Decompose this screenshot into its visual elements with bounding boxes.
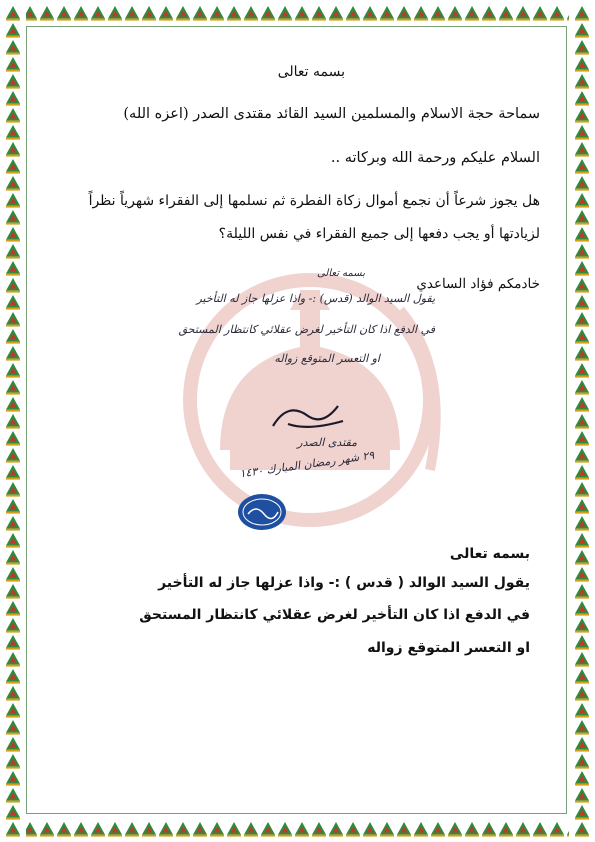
border-ornament [6,482,20,497]
transcription-line2: في الدفع اذا كان التأخير لغرض عقلائي كانتظار المستحق [139,607,530,623]
border-ornament [575,142,589,157]
handwritten-line3: او التعسر المتوقع زواله [274,352,380,365]
border-ornament [6,431,20,446]
border-ornament [575,346,589,361]
border-ornament [575,669,589,684]
border-ornament [575,567,589,582]
decorative-border-top [0,0,595,26]
border-ornament [575,448,589,463]
border-ornament [575,91,589,106]
border-ornament [575,363,589,378]
border-ornament [6,125,20,140]
border-ornament [6,652,20,667]
border-ornament [575,652,589,667]
border-ornament [397,6,411,21]
border-ornament [575,584,589,599]
border-ornament [6,737,20,752]
border-ornament [6,754,20,769]
border-ornament [159,6,173,21]
decorative-border-left [0,0,26,842]
border-ornament [6,805,20,820]
border-ornament [6,635,20,650]
border-ornament [575,550,589,565]
border-ornament [575,788,589,803]
border-ornament [6,720,20,735]
border-ornament [380,6,394,21]
border-ornament [6,91,20,106]
border-ornament [125,822,139,837]
border-ornament [6,142,20,157]
border-ornament [431,822,445,837]
border-ornament [397,822,411,837]
letter-question-line1: هل يجوز شرعاً أن نجمع أموال زكاة الفطرة ثم نسلمها إلى الفقراء شهرياً نظراً [88,193,540,209]
border-ornament [575,465,589,480]
border-ornament [575,516,589,531]
border-ornament [575,244,589,259]
border-ornament [6,210,20,225]
border-ornament [482,822,496,837]
border-ornament [91,6,105,21]
transcription-line1: يقول السيد الوالد ( قدس ) :- واذا عزلها جاز له التأخير [158,575,530,591]
border-ornament [6,244,20,259]
border-ornament [482,6,496,21]
border-ornament [6,448,20,463]
border-ornament [499,6,513,21]
border-ornament [575,822,589,837]
border-ornament [6,703,20,718]
border-ornament [575,499,589,514]
letter-question-line2: لزيادتها أو يجب دفعها إلى جميع الفقراء في نفس الليلة؟ [218,226,540,242]
border-ornament [575,125,589,140]
border-ornament [159,822,173,837]
letter-heading: بسمه تعالى [277,64,345,80]
border-ornament [516,6,530,21]
border-ornament [6,516,20,531]
border-ornament [575,40,589,55]
border-ornament [329,822,343,837]
border-ornament [6,822,20,837]
border-ornament [6,771,20,786]
border-ornament [142,6,156,21]
border-ornament [6,346,20,361]
border-ornament [575,771,589,786]
letter-greeting: السلام عليكم ورحمة الله وبركاته .. [330,150,540,166]
border-ornament [108,6,122,21]
transcription-line3: او التعسر المتوقع زواله [367,640,530,656]
border-ornament [575,397,589,412]
border-ornament [6,567,20,582]
border-ornament [6,363,20,378]
border-ornament [414,6,428,21]
handwritten-line2: في الدفع اذا كان التأخير لغرض عقلائي كانتظار المستحق [178,323,435,336]
border-ornament [6,499,20,514]
border-ornament [6,618,20,633]
border-ornament [575,533,589,548]
border-ornament [193,6,207,21]
transcription-heading: بسمه تعالى [449,546,530,562]
border-ornament [193,822,207,837]
border-ornament [210,6,224,21]
border-ornament [346,6,360,21]
border-ornament [6,40,20,55]
border-ornament [414,822,428,837]
border-ornament [550,822,564,837]
border-ornament [295,822,309,837]
border-ornament [533,822,547,837]
border-ornament [575,193,589,208]
border-ornament [6,414,20,429]
border-ornament [108,822,122,837]
border-ornament [6,23,20,38]
border-ornament [575,227,589,242]
official-seal-stamp [236,492,288,532]
border-ornament [575,380,589,395]
border-ornament [363,6,377,21]
border-ornament [312,6,326,21]
border-ornament [278,6,292,21]
border-ornament [176,6,190,21]
border-ornament [210,822,224,837]
border-ornament [575,312,589,327]
border-ornament [227,6,241,21]
border-ornament [575,686,589,701]
border-ornament [448,822,462,837]
decorative-border-right [569,0,595,842]
border-ornament [244,6,258,21]
border-ornament [575,329,589,344]
border-ornament [499,822,513,837]
border-ornament [6,397,20,412]
border-ornament [261,6,275,21]
border-ornament [6,295,20,310]
border-ornament [6,380,20,395]
border-ornament [261,822,275,837]
border-ornament [575,159,589,174]
handwritten-signature-name: مقتدى الصدر [297,436,357,449]
border-ornament [312,822,326,837]
border-ornament [575,108,589,123]
border-ornament [533,6,547,21]
border-ornament [74,822,88,837]
border-ornament [57,822,71,837]
border-ornament [575,210,589,225]
border-ornament [6,108,20,123]
border-ornament [40,6,54,21]
border-ornament [295,6,309,21]
border-ornament [74,6,88,21]
border-ornament [448,6,462,21]
letter-sender: خادمكم فؤاد الساعدي [416,276,540,292]
border-ornament [6,227,20,242]
border-ornament [575,431,589,446]
border-ornament [6,159,20,174]
border-ornament [575,295,589,310]
handwritten-date: ٢٩ شهر رمضان المبارك ١٤٣٠ [238,448,376,481]
border-ornament [575,176,589,191]
border-ornament [6,601,20,616]
border-ornament [575,74,589,89]
border-ornament [575,261,589,276]
border-ornament [465,822,479,837]
border-ornament [575,754,589,769]
border-ornament [575,482,589,497]
handwritten-signature [268,396,348,436]
border-ornament [363,822,377,837]
border-ornament [57,6,71,21]
border-ornament [6,550,20,565]
border-ornament [575,720,589,735]
border-ornament [6,533,20,548]
border-ornament [278,822,292,837]
border-ornament [575,737,589,752]
border-ornament [6,584,20,599]
border-ornament [91,822,105,837]
border-ornament [6,261,20,276]
border-ornament [176,822,190,837]
border-ornament [575,57,589,72]
border-ornament [6,193,20,208]
border-ornament [6,465,20,480]
border-ornament [575,618,589,633]
border-ornament [227,822,241,837]
border-ornament [516,822,530,837]
border-ornament [6,74,20,89]
border-ornament [6,57,20,72]
border-ornament [125,6,139,21]
border-ornament [346,822,360,837]
border-ornament [40,822,54,837]
border-ornament [575,23,589,38]
border-ornament [6,788,20,803]
letter-addressee: سماحة حجة الاسلام والمسلمين السيد القائد مقتدى الصدر (اعزه الله) [123,106,540,122]
border-ornament [465,6,479,21]
border-ornament [550,6,564,21]
border-ornament [6,6,20,21]
border-ornament [431,6,445,21]
decorative-border-bottom [0,816,595,842]
border-ornament [575,414,589,429]
border-ornament [6,312,20,327]
border-ornament [329,6,343,21]
border-ornament [244,822,258,837]
border-ornament [6,176,20,191]
border-ornament [575,6,589,21]
border-ornament [575,635,589,650]
border-ornament [6,278,20,293]
border-ornament [380,822,394,837]
border-ornament [575,703,589,718]
border-ornament [142,822,156,837]
handwritten-line1: يقول السيد الوالد (قدس) :- واذا عزلها جاز له التأخير [196,292,435,305]
handwritten-heading: بسمه تعالى [316,268,365,279]
border-ornament [6,329,20,344]
border-ornament [575,278,589,293]
border-ornament [575,805,589,820]
border-ornament [575,601,589,616]
border-ornament [6,686,20,701]
border-ornament [6,669,20,684]
